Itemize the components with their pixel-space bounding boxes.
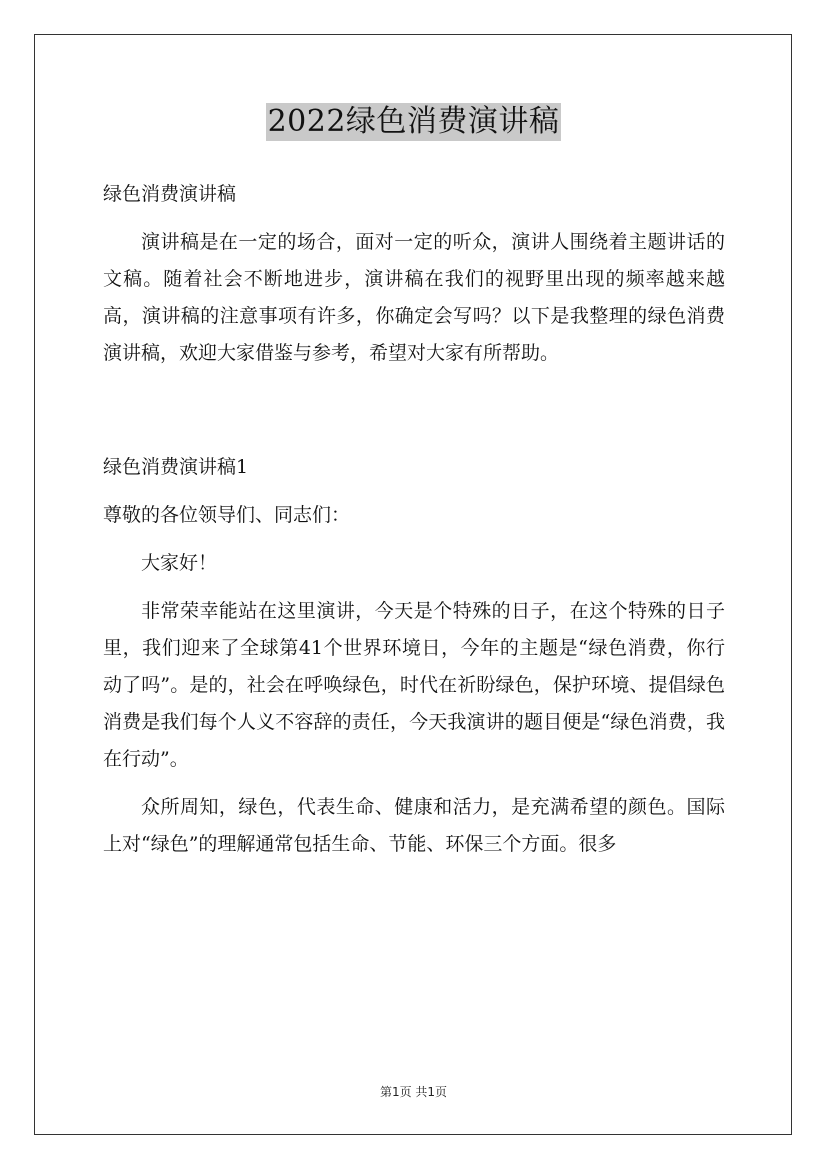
page-footer: 第1页 共1页 [379,1085,448,1099]
salutation: 尊敬的各位领导们、同志们： [103,504,351,526]
body-paragraph-2: 众所周知，绿色，代表生命、健康和活力，是充满希望的颜色。国际上对“绿色”的理解通常包括生命、节能、环保三个方面。很多 [103,796,725,855]
intro-paragraph: 演讲稿是在一定的场合，面对一定的听众，演讲人围绕着主题讲话的文稿。随着社会不断地进步，演讲稿在我们的视野里出现的频率越来越高，演讲稿的注意事项有许多，你确定会写吗？以下是我整理的绿色消费演讲稿，欢迎大家借鉴与参考，希望对大家有所帮助。 [103,231,725,364]
document-body [103,176,725,874]
title-container [0,103,827,141]
body-paragraph-1: 非常荣幸能站在这里演讲，今天是个特殊的日子，在这个特殊的日子里，我们迎来了全球第41个世界环境日，今年的主题是“绿色消费，你行动了吗”。是的，社会在呼唤绿色，时代在祈盼绿色，保护环境、提倡绿色消费是我们每个人义不容辞的责任，今天我演讲的题目便是“绿色消费，我在行动”。 [103,600,725,770]
greeting: 大家好！ [141,552,218,574]
document-title: 2022绿色消费演讲稿 [267,104,560,139]
blank-space [103,383,725,449]
section-heading: 绿色消费演讲稿1 [103,456,249,478]
intro-heading: 绿色消费演讲稿 [103,183,237,205]
